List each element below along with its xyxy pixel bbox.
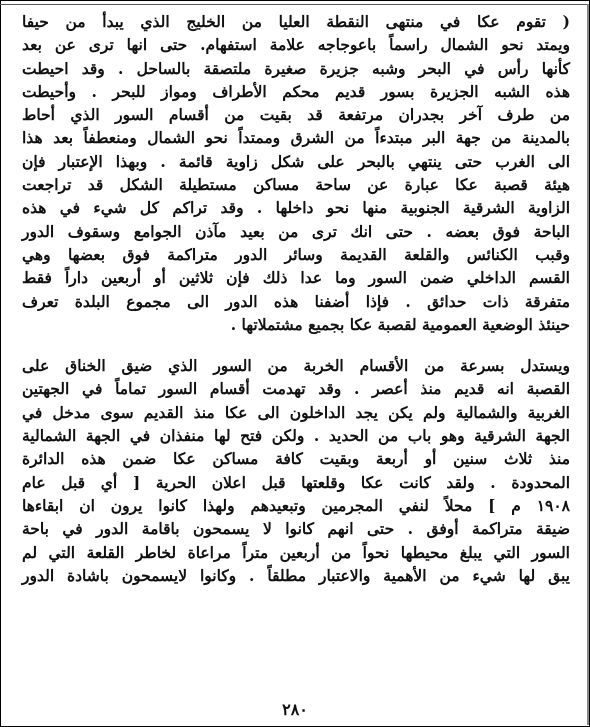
text-line: الباحة فوق بعضه . حتى انك ترى من بعيد مآذن الجوامع وسقوف الدور: [22, 221, 570, 241]
text-line: ويستدل بسرعة من الأقسام الخربة من السور الذي ضيق الخناق على: [22, 356, 570, 376]
text-line: المحدودة . ولقد كانت عكا وقلعتها قبل اعلان الحرية [ أي قبل عام: [22, 472, 570, 492]
text-line: ١٩٠٨ م ] محلاً لنفي المجرمين وتبعيدهم ولهذا كانوا يرون ان ابقاءها: [22, 495, 570, 515]
text-line: الزاوية الشرقية الجنوبية منها نحو داخلها . وقد تراكم كل شيء في هذه: [22, 198, 570, 218]
text-line: القسم الداخلي ضمن السور وما عدا ذلك فإن ثلاثين أو أربعين داراً فقط: [22, 268, 570, 288]
text-line: الغربية والشمالية ولم يكن يجد الداخلون الى عكا منذ القديم سوى مدخل في: [22, 402, 570, 422]
text-line: هذه الشبه الجزيرة بسور قديم محكم الأطراف ومواز للبحر . وأحيطت: [22, 81, 570, 101]
paragraph-1: [22, 10, 570, 336]
text-line: وقبب الكنائس والقلعة القديمة وسائر الدور متراكمة فوق بعضها وهي: [22, 244, 570, 264]
text-line: ويمتد نحو الشمال راسماً باعوجاجه علامة استفهام. حتى انها ترى عن بعد: [22, 35, 570, 55]
text-line: الجهة الشرقية وهو باب من الحديد . ولكن فتح لها منفذان في الجهة الشمالية: [22, 426, 570, 446]
page-number: ٢٨٠: [282, 700, 308, 719]
text-line: ( تقوم عكا في منتهى النقطة العليا من الخليج الذي يبدأ من حيفا: [22, 12, 570, 31]
text-line: ضيقة متراكمة أوفق . حتى انهم كانوا لا يسمحون باقامة الدور في باحة: [22, 519, 570, 539]
text-line: حينئذ الوضعية العمومية لقصبة عكا بجميع مشتملاتها .: [230, 314, 570, 334]
text-line: السور التي يبلغ محيطها نحواً من أربعين متراً مراعاة لخاطر القلعة التي لم: [22, 542, 570, 562]
text-line: متفرقة ذات حدائق . فإذا أضفنا هذه الدور الى مجموع البلدة تعرف: [22, 291, 570, 311]
text-line: بالمدينة من جهة البر مبتدءاً من الشرق وممتداً نحو الشمال ومنعطفاً بعد هذا: [22, 128, 570, 148]
text-line: يبق لها شيء من الأهمية والاعتبار مطلقاً . وكانوا لايسمحون باشادة الدور: [22, 565, 570, 585]
text-line: كأنها رأس في البحر وشبه جزيرة صغيرة ملتصقة بالساحل . وقد احيطت: [22, 58, 570, 78]
body-text: [22, 10, 570, 587]
paragraph-2: [22, 354, 570, 587]
text-line: الى الغرب حتى ينتهي بالبحر على شكل زاوية قائمة . وبهذا الإعتبار فإن: [22, 151, 570, 171]
text-line: من طرف آخر بجدران مرتفعة قد بقيت من أقسام السور الذي أحاط: [22, 105, 570, 125]
text-line: هيئة قصبة عكا عبارة عن ساحة مساكن مستطيلة الشكل قد تراجعت: [22, 175, 570, 195]
text-line: القصبة انه قديم منذ أعصر . وقد تهدمت أقسام السور تماماً في الجهتين: [22, 379, 570, 399]
text-line: منذ ثلاث سنين أو أربعة وبقيت كافة مساكن عكا ضمن هذه الدائرة: [22, 449, 570, 469]
page-edge-shadow: [587, 4, 589, 725]
